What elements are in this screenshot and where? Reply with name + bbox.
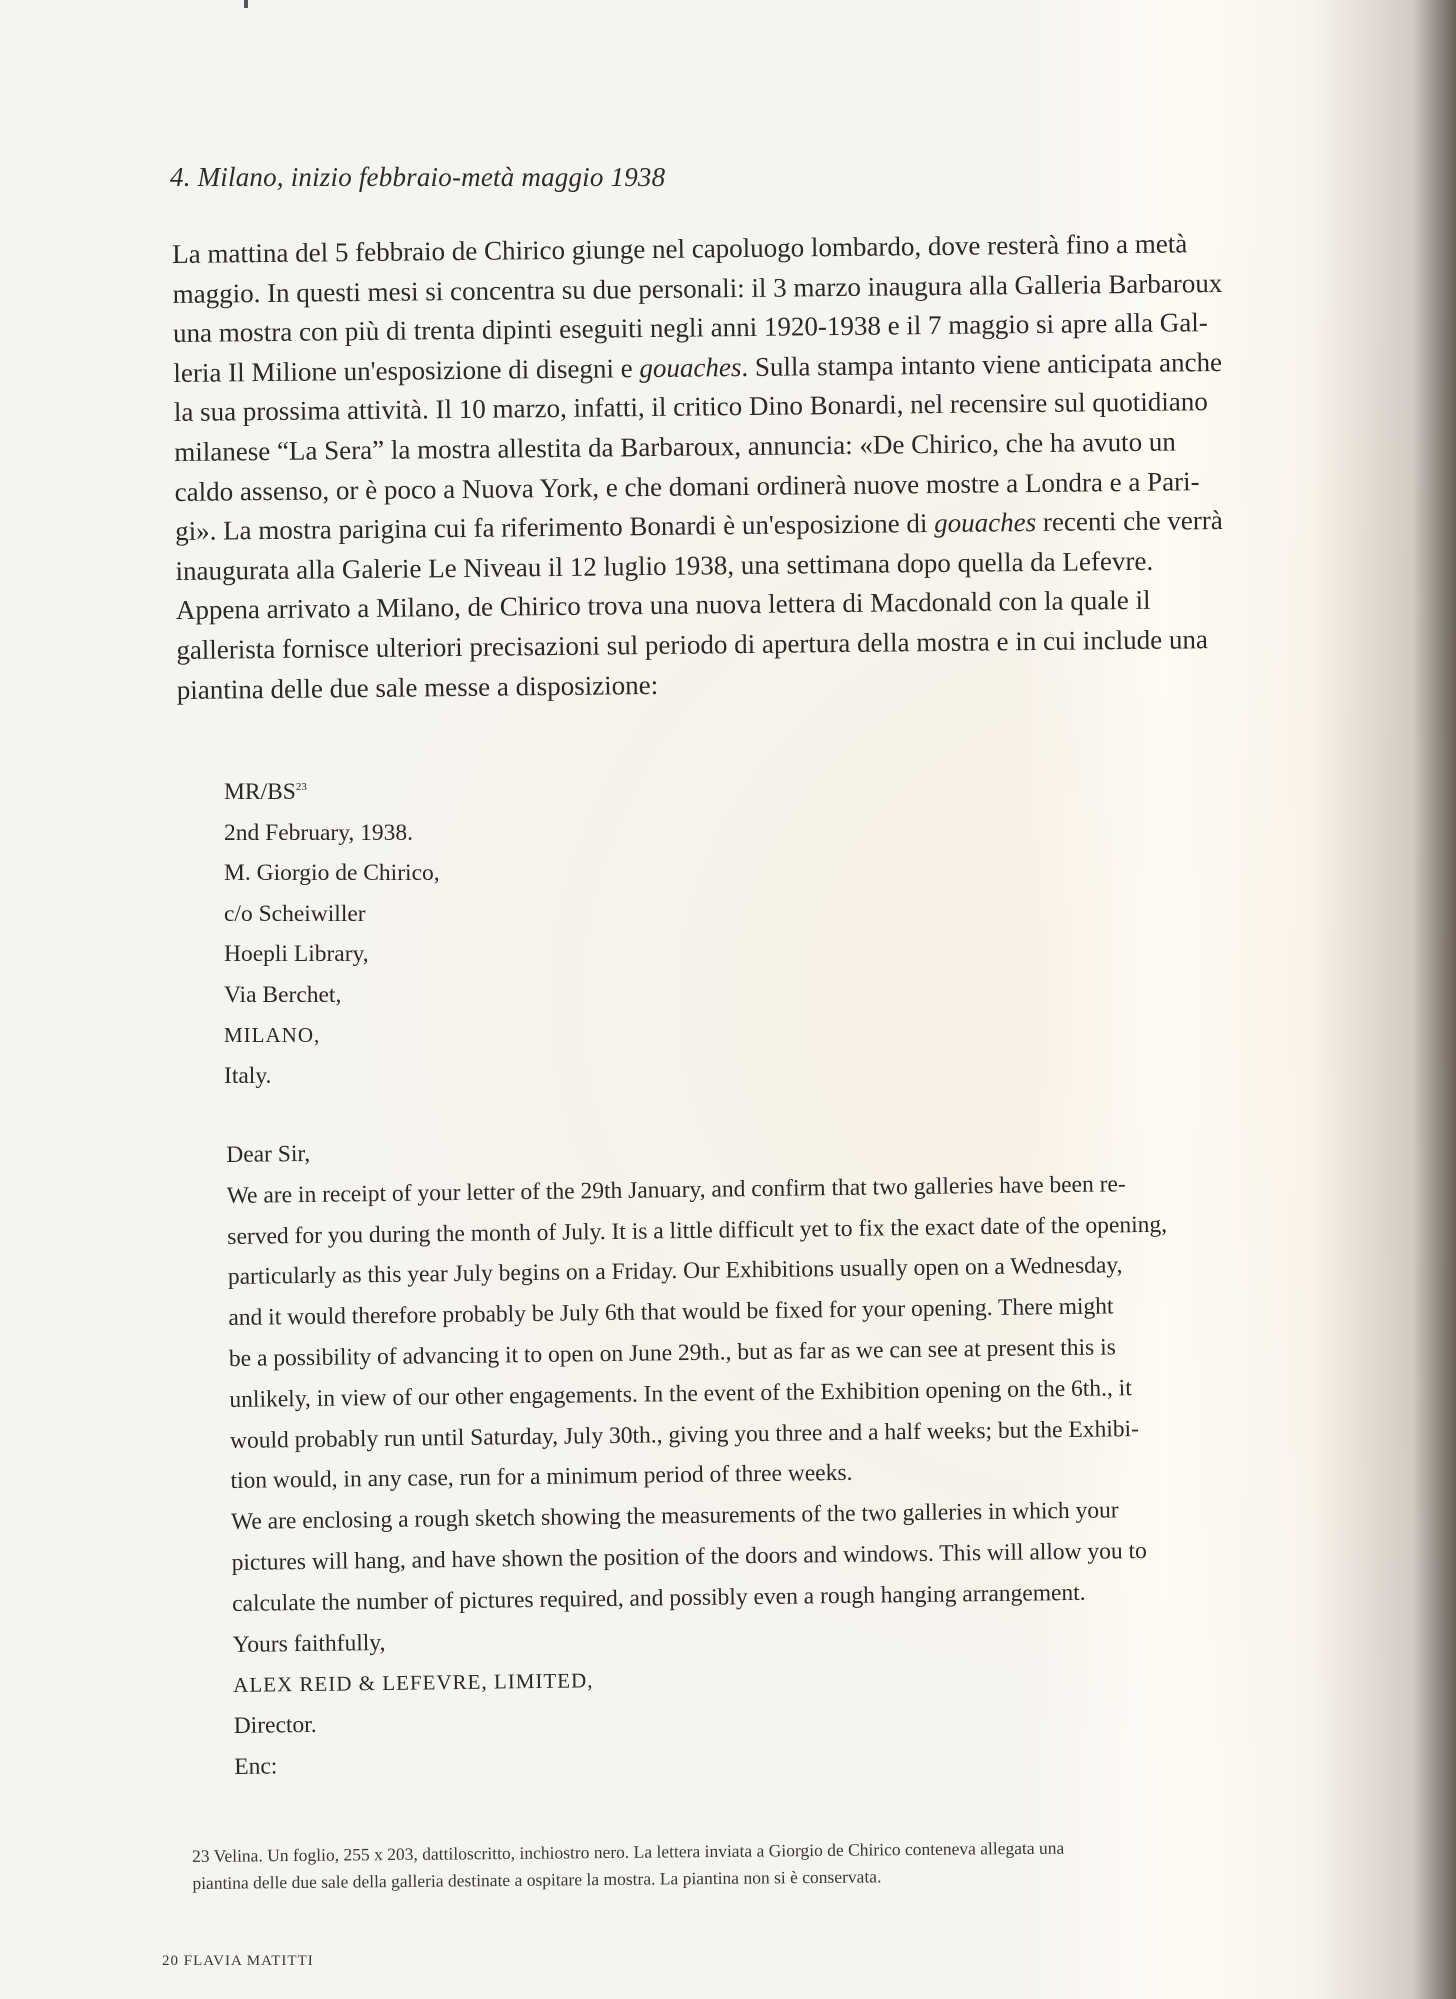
letter-date: 2nd February, 1938.: [224, 819, 414, 846]
letter-closing: Yours faithfully,: [232, 1629, 386, 1658]
intro-italic-term: gouaches: [639, 351, 742, 383]
letter-line: served for you during the month of July. It is a little difficult yet to fix the exact date of the opening,: [227, 1211, 1168, 1250]
intro-line: maggio. In questi mesi si concentra su due personali: il 3 marzo inaugura alla Galleria Barbaroux: [172, 267, 1223, 309]
letter-company: ALEX REID & LEFEVRE, LIMITED,: [233, 1668, 594, 1698]
footnote-line: 23 Velina. Un foglio, 255 x 203, dattiloscritto, inchiostro nero. La lettera inviata a Giorgio de Chirico conteneva allegata una: [192, 1837, 1065, 1866]
intro-line: piantina delle due sale messe a disposizione:: [176, 669, 659, 705]
letter-line: pictures will hang, and have shown the position of the doors and windows. This will allow you to: [231, 1537, 1148, 1576]
letter-line: We are enclosing a rough sketch showing the measurements of the two galleries in which your: [230, 1497, 1119, 1536]
letter-line: would probably run until Saturday, July 30th., giving you three and a half weeks; but the Exhibi-: [229, 1415, 1140, 1454]
letter-line: and it would therefore probably be July 6th that would be fixed for your opening. There might: [228, 1293, 1114, 1332]
intro-text: gi». La mostra parigina cui fa riferimento Bonardi è un'esposizione di: [174, 508, 935, 547]
intro-line: Appena arrivato a Milano, de Chirico trova una nuova lettera di Macdonald con la quale il: [175, 585, 1151, 626]
letter-line: calculate the number of pictures required, and possibly even a rough hanging arrangement.: [231, 1579, 1086, 1617]
intro-line: caldo assenso, or è poco a Nuova York, e che domani ordinerà nuove mostre a Londra e a Pari-: [174, 465, 1200, 507]
letter-line: particularly as this year July begins on a Friday. Our Exhibitions usually open on a Wednesday,: [227, 1252, 1123, 1291]
intro-text: . Sulla stampa intanto viene anticipata anche: [741, 346, 1223, 382]
letter-line: be a possibility of advancing it to open on June 29th., but as far as we can see at present this is: [228, 1334, 1116, 1372]
letter-line: unlikely, in view of our other engagements. In the event of the Exhibition opening on the 6th., it: [229, 1374, 1132, 1413]
footnote-line: piantina delle due sale della galleria destinate a ospitare la mostra. La piantina non si è conservata.: [192, 1866, 882, 1893]
intro-text: recenti che verrà: [1036, 505, 1223, 538]
letter-line: tion would, in any case, run for a minimum period of three weeks.: [230, 1460, 853, 1495]
page-folio: 20 FLAVIA MATITTI: [162, 1953, 314, 1969]
letter-addressee: M. Giorgio de Chirico,: [224, 860, 440, 886]
letter-library: Hoepli Library,: [224, 941, 369, 967]
letter-care-of: c/o Scheiwiller: [224, 900, 366, 927]
intro-line: gallerista fornisce ulteriori precisazioni sul periodo di apertura della mostra e in cui include una: [176, 624, 1209, 665]
reference-code: MR/BS: [224, 779, 296, 805]
letter-line: We are in receipt of your letter of the 29th January, and confirm that two galleries have been re-: [226, 1171, 1126, 1209]
letter-city: MILANO,: [224, 1023, 321, 1047]
intro-paragraph: [172, 223, 1352, 710]
intro-line: La mattina del 5 febbraio de Chirico giunge nel capoluogo lombardo, dove resterà fino a metà: [172, 228, 1188, 269]
letter-salutation: Dear Sir,: [226, 1140, 311, 1168]
section-title: 4. Milano, inizio febbraio-metà maggio 1938: [170, 162, 666, 192]
scan-mark: [244, 0, 248, 8]
intro-text: leria Il Milione un'esposizione di disegni e: [173, 352, 640, 388]
letter-header: [224, 772, 440, 1096]
intro-line: la sua prossima attività. Il 10 marzo, infatti, il critico Dino Bonardi, nel recensire sul quotidiano: [173, 386, 1208, 428]
intro-line: inaugurata alla Galerie Le Niveau il 12 luglio 1938, una settimana dopo quella da Lefevre.: [175, 545, 1154, 586]
intro-line: una mostra con più di trenta dipinti eseguiti negli anni 1920-1938 e il 7 maggio si apre alla Gal-: [172, 307, 1208, 349]
footnote: [192, 1832, 1362, 1897]
intro-italic-term: gouaches: [934, 507, 1037, 539]
letter-enclosure: Enc:: [234, 1753, 278, 1780]
letter-street: Via Berchet,: [224, 981, 342, 1008]
letter-body: [226, 1121, 1324, 1788]
letter-country: Italy.: [224, 1062, 272, 1089]
footnote-marker: 23: [295, 781, 307, 794]
letter-reference: [224, 772, 440, 813]
letter-signatory-title: Director.: [233, 1712, 317, 1740]
intro-line: milanese “La Sera” la mostra allestita da Barbaroux, annuncia: «De Chirico, che ha avuto un: [174, 426, 1176, 467]
